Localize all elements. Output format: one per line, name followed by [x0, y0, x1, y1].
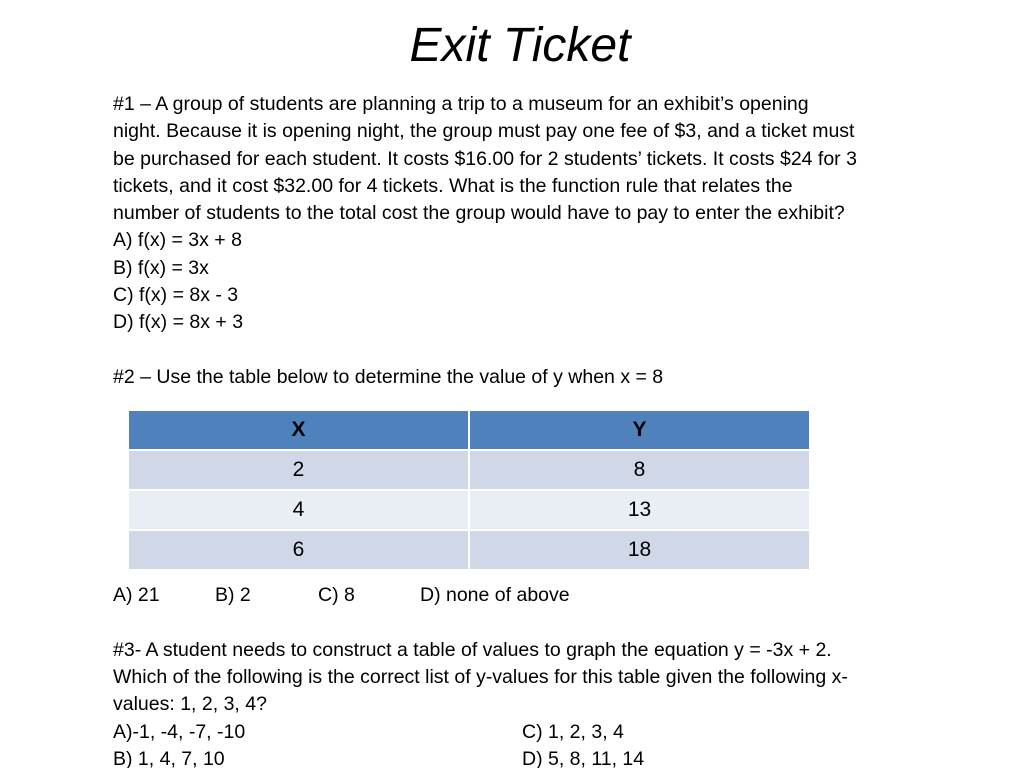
- table-header-y: Y: [469, 410, 810, 450]
- q1-text-line: number of students to the total cost the group would have to pay to enter the exhibit?: [113, 202, 845, 225]
- spacer: [113, 337, 933, 364]
- q2-choice-a: A) 21: [113, 584, 160, 606]
- table-header-x: X: [128, 410, 469, 450]
- q3-text-line: values: 1, 2, 3, 4?: [113, 693, 267, 715]
- slide-body: [113, 91, 933, 391]
- table-row: [128, 530, 810, 570]
- q2-choice-d: D) none of above: [420, 584, 570, 606]
- q3-choice-c: C) 1, 2, 3, 4: [522, 721, 624, 743]
- q1-choice-c: C) f(x) = 8x - 3: [113, 284, 239, 307]
- table-row: [128, 450, 810, 490]
- q1-text-line: night. Because it is opening night, the group must pay one fee of $3, and a ticket must: [113, 120, 855, 143]
- q1-text-line: tickets, and it cost $32.00 for 4 tickets. What is the function rule that relates the: [113, 174, 793, 197]
- table-cell-x: 6: [128, 530, 469, 570]
- q1-choice-b: B) f(x) = 3x: [113, 256, 209, 279]
- q2-choice-b: B) 2: [215, 584, 251, 606]
- xy-table: [127, 409, 811, 571]
- table-cell-y: 18: [469, 530, 810, 570]
- table-row: [128, 490, 810, 530]
- q1-choice-d: D) f(x) = 8x + 3: [113, 311, 244, 334]
- q1-choice-a: A) f(x) = 3x + 8: [113, 229, 242, 252]
- table-cell-y: 8: [469, 450, 810, 490]
- slide-title: Exit Ticket: [409, 19, 631, 72]
- q1-text-line: be purchased for each student. It costs $16.00 for 2 students’ tickets. It costs $24 for 3: [113, 147, 857, 170]
- table-cell-x: 4: [128, 490, 469, 530]
- q2-prompt: #2 – Use the table below to determine the value of y when x = 8: [113, 365, 664, 388]
- q2-choice-c: C) 8: [318, 584, 355, 606]
- q3-choice-b: B) 1, 4, 7, 10: [113, 748, 225, 768]
- table-cell-x: 2: [128, 450, 469, 490]
- q3-choice-a: A)-1, -4, -7, -10: [113, 721, 246, 743]
- q3-text-line: Which of the following is the correct list of y-values for this table given the following x-: [113, 666, 848, 688]
- table-cell-y: 13: [469, 490, 810, 530]
- q1-text-line: #1 – A group of students are planning a trip to a museum for an exhibit’s opening: [113, 93, 809, 115]
- table-header-row: [128, 410, 810, 450]
- q3-text-line: #3- A student needs to construct a table of values to graph the equation y = -3x + 2.: [113, 639, 832, 661]
- q3-choice-d: D) 5, 8, 11, 14: [522, 748, 645, 768]
